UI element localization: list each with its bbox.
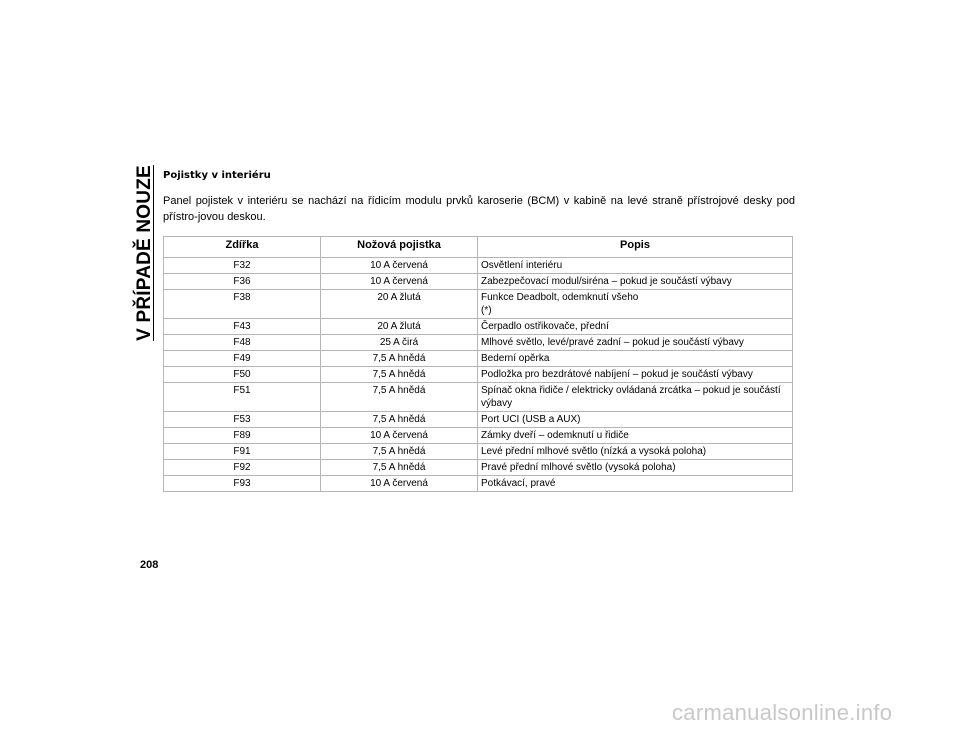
socket-cell: F43	[164, 319, 321, 335]
description-cell: Potkávací, pravé	[478, 476, 793, 492]
socket-cell: F91	[164, 444, 321, 460]
fuse-cell: 7,5 A hnědá	[321, 412, 478, 428]
socket-cell: F48	[164, 335, 321, 351]
table-row	[164, 351, 793, 367]
description-cell: Podložka pro bezdrátové nabíjení – pokud je součástí výbavy	[478, 367, 793, 383]
socket-cell: F38	[164, 290, 321, 319]
table-row	[164, 383, 793, 412]
description-cell: Bederní opěrka	[478, 351, 793, 367]
socket-cell: F89	[164, 428, 321, 444]
table-row	[164, 335, 793, 351]
description-cell: Port UCI (USB a AUX)	[478, 412, 793, 428]
table-row	[164, 476, 793, 492]
table-row	[164, 428, 793, 444]
fuse-cell: 20 A žlutá	[321, 290, 478, 319]
socket-cell: F92	[164, 460, 321, 476]
header-socket: Zdířka	[164, 237, 321, 258]
socket-cell: F93	[164, 476, 321, 492]
fuse-cell: 7,5 A hnědá	[321, 383, 478, 412]
fuse-cell: 10 A červená	[321, 476, 478, 492]
description-cell: Osvětlení interiéru	[478, 258, 793, 274]
socket-cell: F53	[164, 412, 321, 428]
side-tab-label: V PŘÍPADĚ NOUZE	[134, 165, 155, 341]
socket-cell: F49	[164, 351, 321, 367]
socket-cell: F51	[164, 383, 321, 412]
table-row	[164, 460, 793, 476]
page-number: 208	[140, 559, 159, 571]
description-cell: Pravé přední mlhové světlo (vysoká poloha)	[478, 460, 793, 476]
socket-cell: F50	[164, 367, 321, 383]
table-row	[164, 258, 793, 274]
fuse-cell: 20 A žlutá	[321, 319, 478, 335]
fuse-cell: 10 A červená	[321, 258, 478, 274]
fuse-cell: 7,5 A hnědá	[321, 444, 478, 460]
description-cell: Funkce Deadbolt, odemknutí všeho (*)	[478, 290, 793, 319]
section-side-tab	[128, 165, 162, 341]
fuse-cell: 25 A čirá	[321, 335, 478, 351]
fuse-cell: 10 A červená	[321, 274, 478, 290]
fuse-cell: 7,5 A hnědá	[321, 351, 478, 367]
table-row	[164, 290, 793, 319]
watermark[interactable]: carmanualsonline.info	[672, 700, 893, 725]
header-description: Popis	[478, 237, 793, 258]
table-body	[164, 258, 793, 492]
fuse-table	[163, 236, 793, 492]
table-row	[164, 274, 793, 290]
fuse-cell: 7,5 A hnědá	[321, 460, 478, 476]
table-row	[164, 444, 793, 460]
table-row	[164, 412, 793, 428]
section-title: Pojistky v interiéru	[163, 170, 271, 181]
intro-paragraph: Panel pojistek v interiéru se nachází na řídicím modulu prvků karoserie (BCM) v kabině na levé straně přístrojové desky pod přístro-jovou deskou.	[163, 195, 795, 223]
description-cell: Mlhové světlo, levé/pravé zadní – pokud je součástí výbavy	[478, 335, 793, 351]
description-cell: Zámky dveří – odemknutí u řidiče	[478, 428, 793, 444]
socket-cell: F32	[164, 258, 321, 274]
table-row	[164, 367, 793, 383]
fuse-cell: 7,5 A hnědá	[321, 367, 478, 383]
description-cell: Levé přední mlhové světlo (nízká a vysoká poloha)	[478, 444, 793, 460]
description-cell: Čerpadlo ostřikovače, přední	[478, 319, 793, 335]
table-row	[164, 319, 793, 335]
header-blade-fuse: Nožová pojistka	[321, 237, 478, 258]
description-cell: Spínač okna řidiče / elektricky ovládaná zrcátka – pokud je součástí výbavy	[478, 383, 793, 412]
fuse-cell: 10 A červená	[321, 428, 478, 444]
description-cell: Zabezpečovací modul/siréna – pokud je součástí výbavy	[478, 274, 793, 290]
socket-cell: F36	[164, 274, 321, 290]
table-header-row	[164, 237, 793, 258]
